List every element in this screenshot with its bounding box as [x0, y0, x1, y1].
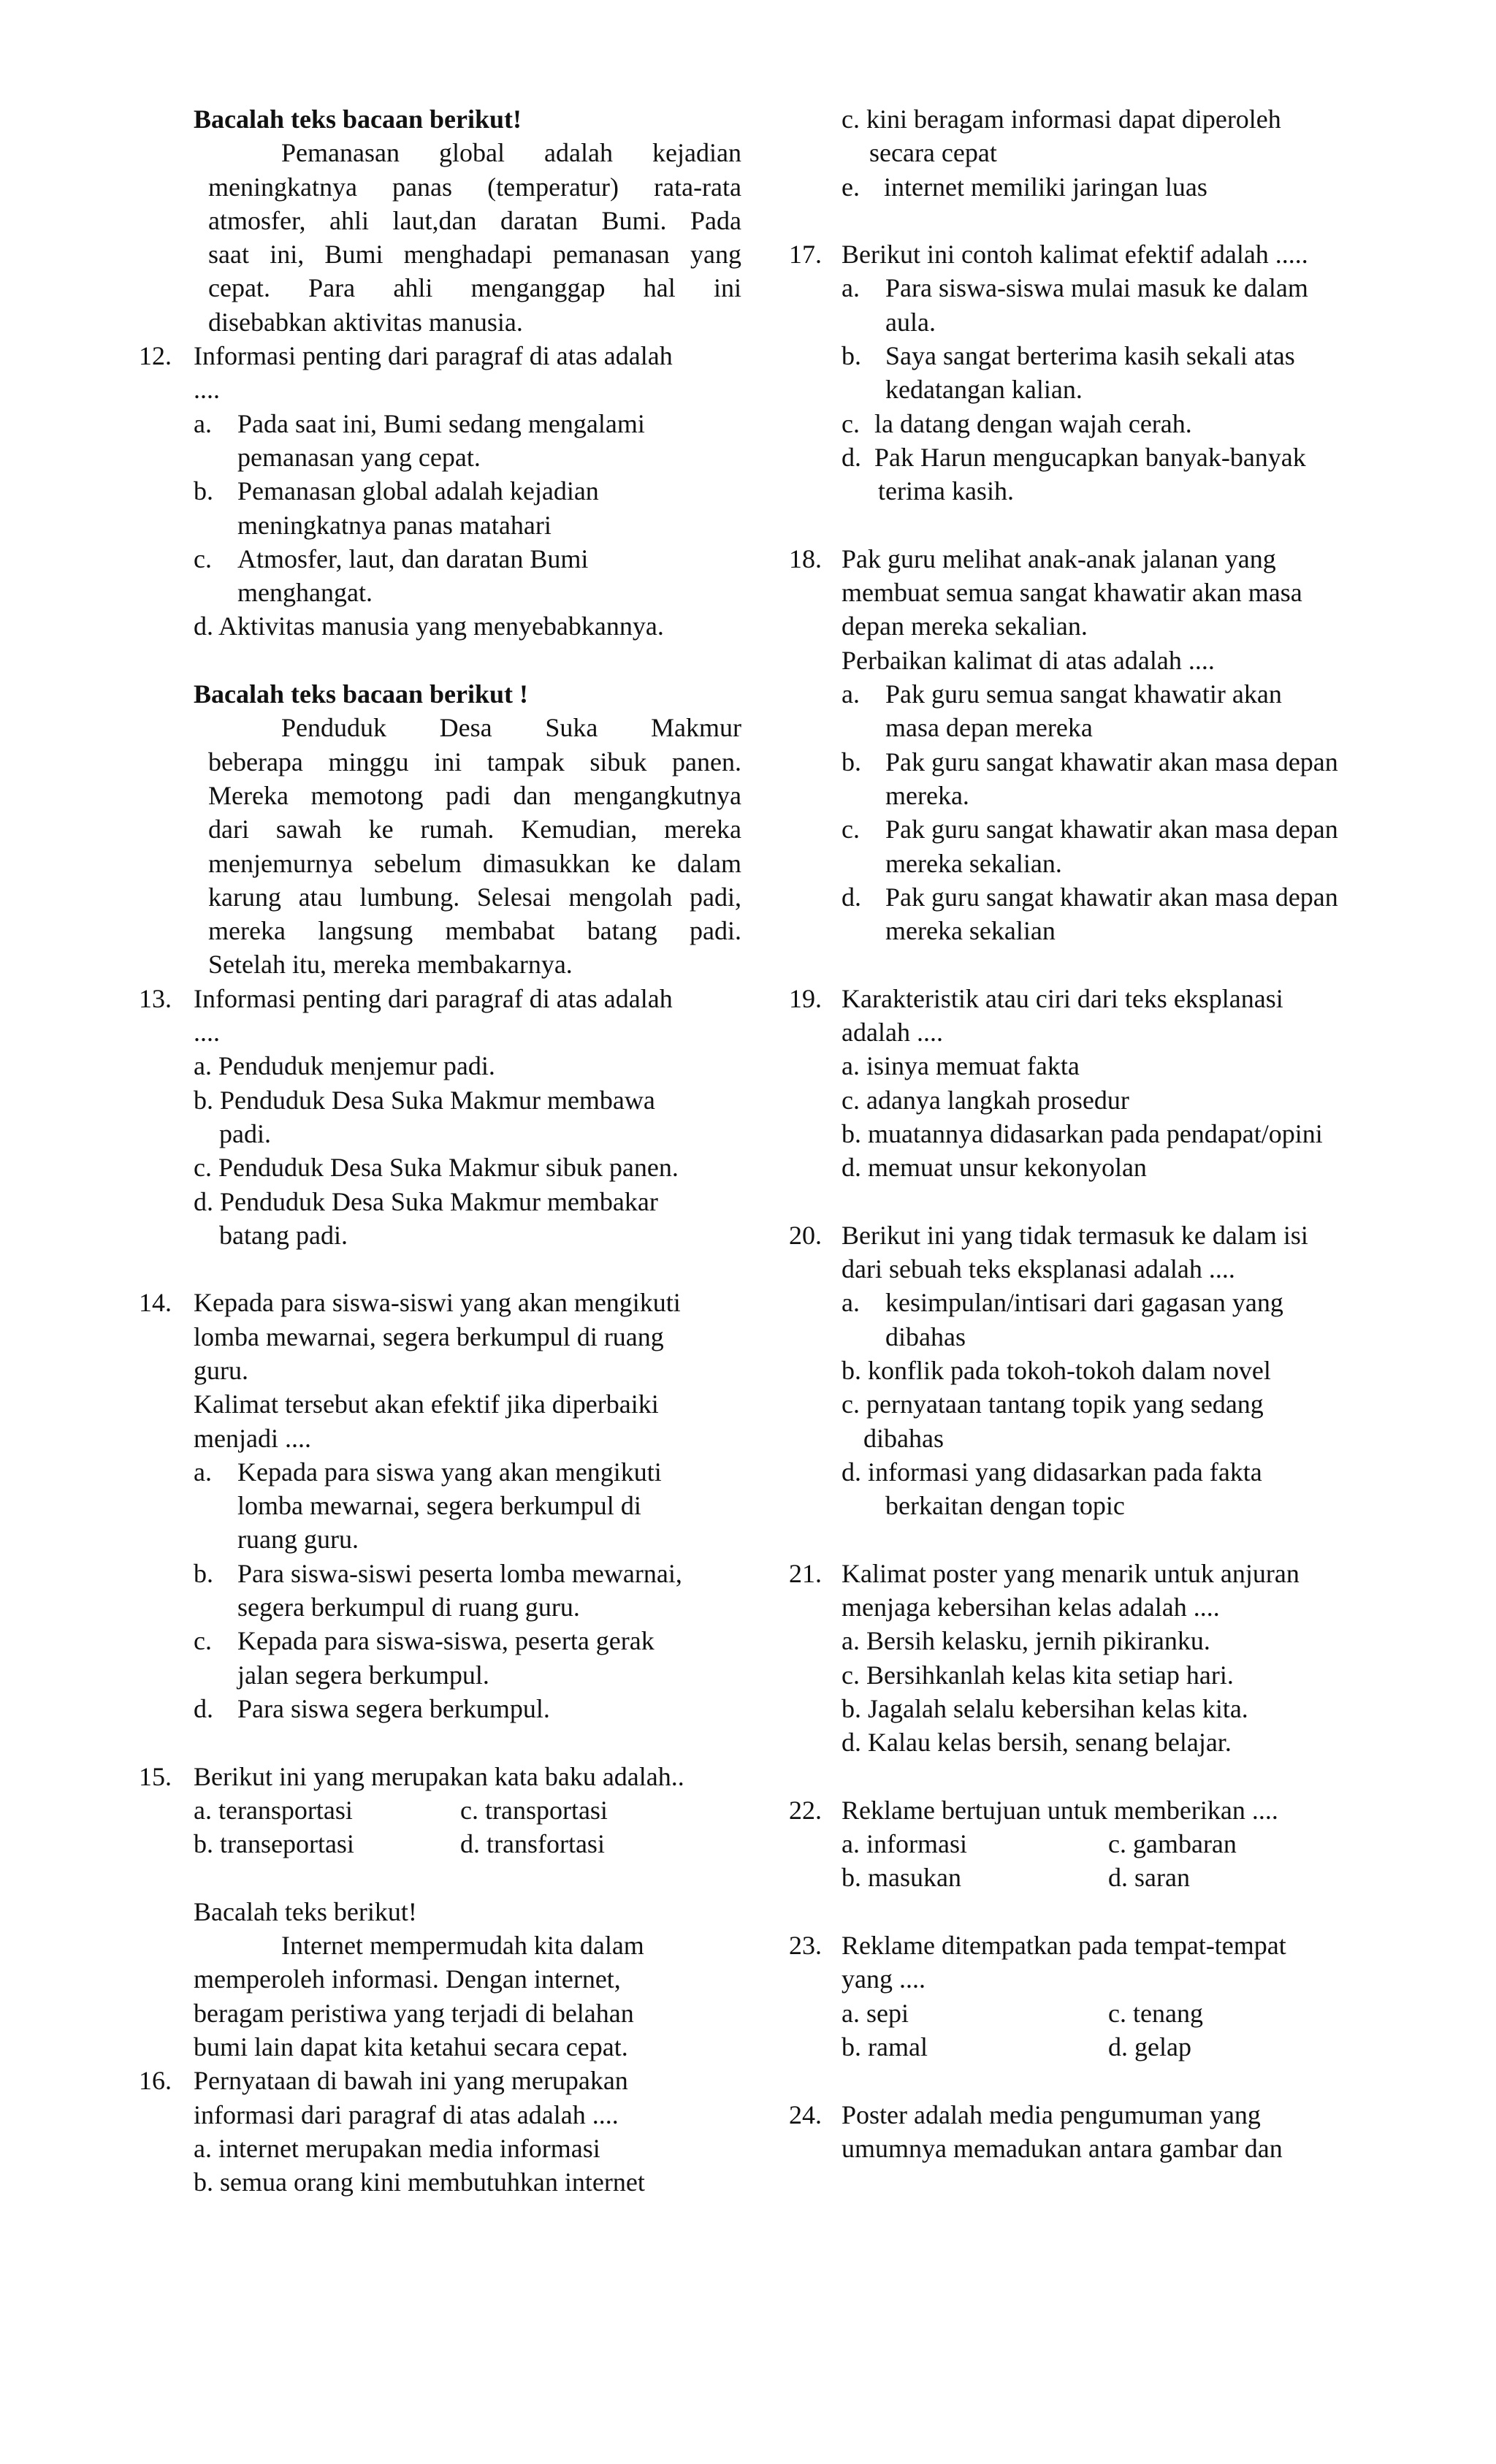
passage-1-line: meningkatnya panas (temperatur) rata-rata: [208, 172, 741, 202]
option-19d[interactable]: d. memuat unsur kekonyolan: [842, 1153, 1147, 1183]
option-13b[interactable]: b. Penduduk Desa Suka Makmur membawa: [194, 1085, 655, 1115]
option-16c[interactable]: c. kini beragam informasi dapat diperoleh: [842, 104, 1281, 134]
question-number: 19.: [789, 983, 822, 1013]
question-stem: membuat semua sangat khawatir akan masa: [842, 578, 1302, 608]
option-23c[interactable]: c. tenang: [1108, 1998, 1203, 2028]
option-23d[interactable]: d. gelap: [1108, 2032, 1191, 2061]
option-21a[interactable]: a. Bersih kelasku, jernih pikiranku.: [842, 1626, 1210, 1656]
question-17: [789, 237, 1395, 271]
option-16b[interactable]: b. semua orang kini membutuhkan internet: [194, 2167, 645, 2197]
option-16e[interactable]: e. internet memiliki jaringan luas: [842, 172, 1207, 202]
question-stem: Informasi penting dari paragraf di atas adalah: [194, 983, 673, 1013]
question-stem: Informasi penting dari paragraf di atas adalah: [194, 341, 673, 371]
passage-3-line: bumi lain dapat kita ketahui secara cepat.: [194, 2032, 628, 2061]
reading-heading-2: Bacalah teks bacaan berikut !: [194, 679, 529, 709]
passage-1-line: cepat. Para ahli menganggap hal ini: [208, 273, 741, 303]
question-24: [789, 2098, 1395, 2132]
option-13a[interactable]: a. Penduduk menjemur padi.: [194, 1051, 495, 1081]
option-18b[interactable]: b. Pak guru sangat khawatir akan masa depan: [842, 747, 1338, 777]
question-stem: menjaga kebersihan kelas adalah ....: [842, 1593, 1220, 1622]
option-13d[interactable]: d. Penduduk Desa Suka Makmur membakar: [194, 1186, 658, 1216]
question-21: [789, 1557, 1395, 1590]
question-13: [139, 982, 767, 1015]
question-number: 20.: [789, 1220, 822, 1250]
question-number: 15.: [139, 1761, 172, 1791]
option-15b[interactable]: b. transeportasi: [194, 1829, 354, 1859]
option-14a[interactable]: a. Kepada para siswa yang akan mengikuti: [194, 1457, 662, 1487]
passage-2-line: menjemurnya sebelum dimasukkan ke dalam: [208, 848, 741, 878]
question-19: [789, 982, 1395, 1015]
option-15a[interactable]: a. teransportasi: [194, 1795, 353, 1825]
right-column: c. kini beragam informasi dapat diperoleh secara cepat e. internet memiliki jaringan luas 17. Berikut ini contoh kalimat efektif adalah ..... a. Para siswa-siswa mulai masuk ke dalam aula. b. Saya sangat berterima kasih sekali atas kedatangan kalian. c. la datang dengan wajah cerah. d. Pak Harun mengucapkan banyak-banyak terima kasih. 18. Pak guru melihat anak-anak jalanan yang membuat semua sangat khawatir akan masa depan mereka sekalian. Perbaikan kalimat di atas adalah .... a. Pak guru semua sangat khawatir akan masa depan mereka b. Pak guru sangat khawatir akan masa depan mereka. c. Pak guru sangat khawatir akan masa depan mereka sekalian. d. Pak guru sangat khawatir akan masa depan mereka sekalian 19. Karakteristik atau ciri dari teks eksplanasi adalah .... a. isinya memuat fakta c. adanya langkah prosedur b. muatannya didasarkan pada pendapat/opini d. memuat unsur kekonyolan 20. Berikut ini yang tidak termasuk ke dalam isi dari sebuah teks eksplanasi adalah .... a. kesimpulan/intisari dari gagasan yang dibahas b. konflik pada tokoh-tokoh dalam novel c. pernyataan tantang topik yang sedang dibahas d. informasi yang didasarkan pada fakta berkaitan dengan topic 21. Kalimat poster yang menarik untuk anjuran menjaga kebersihan kelas adalah .... a. Bersih kelasku, jernih pikiranku. c. Bersihkanlah kelas kita setiap hari. b. Jagalah selalu kebersihan kelas kita. d. Kalau kelas bersih, senang belajar. 22. Reklame bertujuan untuk memberikan .... a. informasi c. gambaran b. masukan d. saran 23. Reklame ditempatkan pada tempat-tempat yang .... a. sepi c. tenang b. ramal d. gelap 24. Poster adalah media pengumuman yang umumnya memadukan antara gambar dan: [789, 102, 1395, 2165]
option-20c[interactable]: c. pernyataan tantang topik yang sedang: [842, 1389, 1264, 1419]
question-number: 18.: [789, 543, 822, 573]
option-15d[interactable]: d. transfortasi: [460, 1829, 605, 1859]
option-14d[interactable]: d. Para siswa segera berkumpul.: [194, 1693, 550, 1723]
passage-1-line: atmosfer, ahli laut,dan daratan Bumi. Pada: [208, 205, 741, 235]
option-20b[interactable]: b. konflik pada tokoh-tokoh dalam novel: [842, 1355, 1271, 1385]
passage-2-line: Mereka memotong padi dan mengangkutnya: [208, 780, 741, 810]
question-stem: Pak guru melihat anak-anak jalanan yang: [842, 543, 1276, 573]
option-18d[interactable]: d. Pak guru sangat khawatir akan masa depan: [842, 882, 1338, 912]
question-stem: Berikut ini yang tidak termasuk ke dalam isi: [842, 1220, 1308, 1250]
question-stem: Kalimat poster yang menarik untuk anjuran: [842, 1558, 1300, 1588]
passage-2-line: beberapa minggu ini tampak sibuk panen.: [208, 747, 741, 777]
question-stem: menjadi ....: [194, 1423, 311, 1453]
option-12c[interactable]: c. Atmosfer, laut, dan daratan Bumi: [194, 543, 589, 573]
option-21c[interactable]: c. Bersihkanlah kelas kita setiap hari.: [842, 1660, 1234, 1690]
passage-2-line: mereka langsung membabat batang padi.: [208, 916, 741, 946]
question-stem: Berikut ini yang merupakan kata baku adalah..: [194, 1761, 684, 1791]
option-22d[interactable]: d. saran: [1108, 1863, 1190, 1893]
question-stem: yang ....: [842, 1964, 926, 1994]
question-stem: lomba mewarnai, segera berkumpul di ruang: [194, 1321, 664, 1351]
question-stem: Kalimat tersebut akan efektif jika diperbaiki: [194, 1389, 659, 1419]
question-stem: ....: [194, 1018, 220, 1048]
question-stem: ....: [194, 375, 220, 405]
option-18a[interactable]: a. Pak guru semua sangat khawatir akan: [842, 679, 1282, 709]
option-20d[interactable]: d. informasi yang didasarkan pada fakta: [842, 1457, 1262, 1487]
passage-2-line: karung atau lumbung. Selesai mengolah padi,: [208, 882, 741, 912]
question-stem: informasi dari paragraf di atas adalah ....: [194, 2099, 619, 2129]
passage-1-line: saat ini, Bumi menghadapi pemanasan yang: [208, 240, 741, 270]
question-stem: depan mereka sekalian.: [842, 611, 1088, 641]
option-17b[interactable]: b. Saya sangat berterima kasih sekali atas: [842, 341, 1295, 371]
question-number: 12.: [139, 341, 172, 371]
option-15c[interactable]: c. transportasi: [460, 1795, 608, 1825]
reading-heading-3: Bacalah teks berikut!: [194, 1896, 417, 1926]
option-17a[interactable]: a. Para siswa-siswa mulai masuk ke dalam: [842, 273, 1308, 303]
question-stem: Pernyataan di bawah ini yang merupakan: [194, 2066, 628, 2096]
question-stem: Poster adalah media pengumuman yang: [842, 2099, 1261, 2129]
question-stem: Karakteristik atau ciri dari teks eksplanasi: [842, 983, 1283, 1013]
passage-3-line: memperoleh informasi. Dengan internet,: [194, 1964, 621, 1994]
option-18c[interactable]: c. Pak guru sangat khawatir akan masa depan: [842, 815, 1338, 844]
option-22a[interactable]: a. informasi: [842, 1829, 967, 1859]
question-stem: adalah ....: [842, 1018, 943, 1048]
passage-2-line: Penduduk Desa Suka Makmur: [281, 713, 741, 743]
option-12d[interactable]: d. Aktivitas manusia yang menyebabkannya.: [194, 611, 664, 641]
option-13c[interactable]: c. Penduduk Desa Suka Makmur sibuk panen.: [194, 1153, 679, 1183]
question-stem: Reklame bertujuan untuk memberikan ....: [842, 1795, 1278, 1825]
question-22: [789, 1793, 1395, 1827]
option-17c[interactable]: c. la datang dengan wajah cerah.: [842, 408, 1192, 438]
option-14c[interactable]: c. Kepada para siswa-siswa, peserta gerak: [194, 1626, 654, 1656]
passage-3-line: Internet mempermudah kita dalam: [281, 1931, 644, 1961]
question-stem: guru.: [194, 1355, 248, 1385]
passage-2-line: dari sawah ke rumah. Kemudian, mereka: [208, 815, 741, 844]
question-number: 14.: [139, 1288, 172, 1318]
option-19b[interactable]: b. muatannya didasarkan pada pendapat/opini: [842, 1118, 1323, 1148]
passage-3-line: beragam peristiwa yang terjadi di belahan: [194, 1998, 634, 2028]
option-19c[interactable]: c. adanya langkah prosedur: [842, 1085, 1129, 1115]
passage-1-line: Pemanasan global adalah kejadian: [281, 138, 741, 168]
question-15: [139, 1760, 767, 1793]
question-number: 17.: [789, 240, 822, 270]
option-22b[interactable]: b. masukan: [842, 1863, 961, 1893]
question-stem: Kepada para siswa-siswi yang akan mengikuti: [194, 1288, 681, 1318]
option-21b[interactable]: b. Jagalah selalu kebersihan kelas kita.: [842, 1693, 1248, 1723]
option-19a[interactable]: a. isinya memuat fakta: [842, 1051, 1080, 1081]
question-stem: umumnya memadukan antara gambar dan: [842, 2133, 1283, 2163]
option-17d[interactable]: d. Pak Harun mengucapkan banyak-banyak: [842, 442, 1306, 472]
question-12: [139, 339, 767, 373]
question-14: [139, 1286, 767, 1319]
option-12b[interactable]: b. Pemanasan global adalah kejadian: [194, 476, 599, 506]
question-number: 21.: [789, 1558, 822, 1588]
option-16a[interactable]: a. internet merupakan media informasi: [194, 2133, 600, 2163]
question-23: [789, 1929, 1395, 1962]
question-20: [789, 1218, 1395, 1252]
question-number: 22.: [789, 1795, 822, 1825]
passage-2-line: Setelah itu, mereka membakarnya.: [208, 950, 573, 980]
option-12a[interactable]: a. Pada saat ini, Bumi sedang mengalami: [194, 408, 645, 438]
question-stem: Perbaikan kalimat di atas adalah ....: [842, 645, 1215, 675]
option-23b[interactable]: b. ramal: [842, 2032, 928, 2061]
question-number: 24.: [789, 2099, 822, 2129]
question-16: [139, 2064, 767, 2097]
option-21d[interactable]: d. Kalau kelas bersih, senang belajar.: [842, 1728, 1232, 1758]
question-stem: dari sebuah teks eksplanasi adalah ....: [842, 1254, 1235, 1284]
reading-heading-1: Bacalah teks bacaan berikut!: [194, 104, 522, 134]
question-stem: Berikut ini contoh kalimat efektif adalah .....: [842, 240, 1308, 270]
option-14b[interactable]: b. Para siswa-siswi peserta lomba mewarnai,: [194, 1558, 682, 1588]
passage-1-line: disebabkan aktivitas manusia.: [208, 307, 523, 337]
question-number: 13.: [139, 983, 172, 1013]
option-22c[interactable]: c. gambaran: [1108, 1829, 1237, 1859]
option-23a[interactable]: a. sepi: [842, 1998, 909, 2028]
question-stem: Reklame ditempatkan pada tempat-tempat: [842, 1931, 1286, 1961]
option-20a[interactable]: a. kesimpulan/intisari dari gagasan yang: [842, 1288, 1283, 1318]
question-18: [789, 542, 1395, 576]
question-number: 16.: [139, 2066, 172, 2096]
question-number: 23.: [789, 1931, 822, 1961]
left-column: Bacalah teks bacaan berikut! Pemanasan global adalah kejadian meningkatnya panas (temperatur) rata-rata atmosfer, ahli laut,dan daratan Bumi. Pada saat ini, Bumi menghadapi pemanasan yang cepat. Para ahli menganggap hal ini disebabkan aktivitas manusia. 12. Informasi penting dari paragraf di atas adalah .... a. Pada saat ini, Bumi sedang mengalami pemanasan yang cepat. b. Pemanasan global adalah kejadian meningkatnya panas matahari c. Atmosfer, laut, dan daratan Bumi menghangat. d. Aktivitas manusia yang menyebabkannya. Bacalah teks bacaan berikut ! Penduduk Desa Suka Makmur beberapa minggu ini tampak sibuk panen. Mereka memotong padi dan mengangkutnya dari sawah ke rumah. Kemudian, mereka menjemurnya sebelum dimasukkan ke dalam karung atau lumbung. Selesai mengolah padi, mereka langsung membabat batang padi. Setelah itu, mereka membakarnya. 13. Informasi penting dari paragraf di atas adalah .... a. Penduduk menjemur padi. b. Penduduk Desa Suka Makmur membawa padi. c. Penduduk Desa Suka Makmur sibuk panen. d. Penduduk Desa Suka Makmur membakar batang padi. 14. Kepada para siswa-siswi yang akan mengikuti lomba mewarnai, segera berkumpul di ruang guru. Kalimat tersebut akan efektif jika diperbaiki menjadi .... a. Kepada para siswa yang akan mengikuti lomba mewarnai, segera berkumpul di ruang guru. b. Para siswa-siswi peserta lomba mewarnai, segera berkumpul di ruang guru. c. Kepada para siswa-siswa, peserta gerak jalan segera berkumpul. d. Para siswa segera berkumpul. 15. Berikut ini yang merupakan kata baku adalah.. a. teransportasi c. transportasi b. transeportasi d. transfortasi Bacalah teks berikut! Internet mempermudah kita dalam memperoleh informasi. Dengan internet, beragam peristiwa yang terjadi di belahan bumi lain dapat kita ketahui secara cepat. 16. Pernyataan di bawah ini yang merupakan informasi dari paragraf di atas adalah .... a. internet merupakan media informasi b. semua orang kini membutuhkan internet: [139, 102, 767, 2199]
